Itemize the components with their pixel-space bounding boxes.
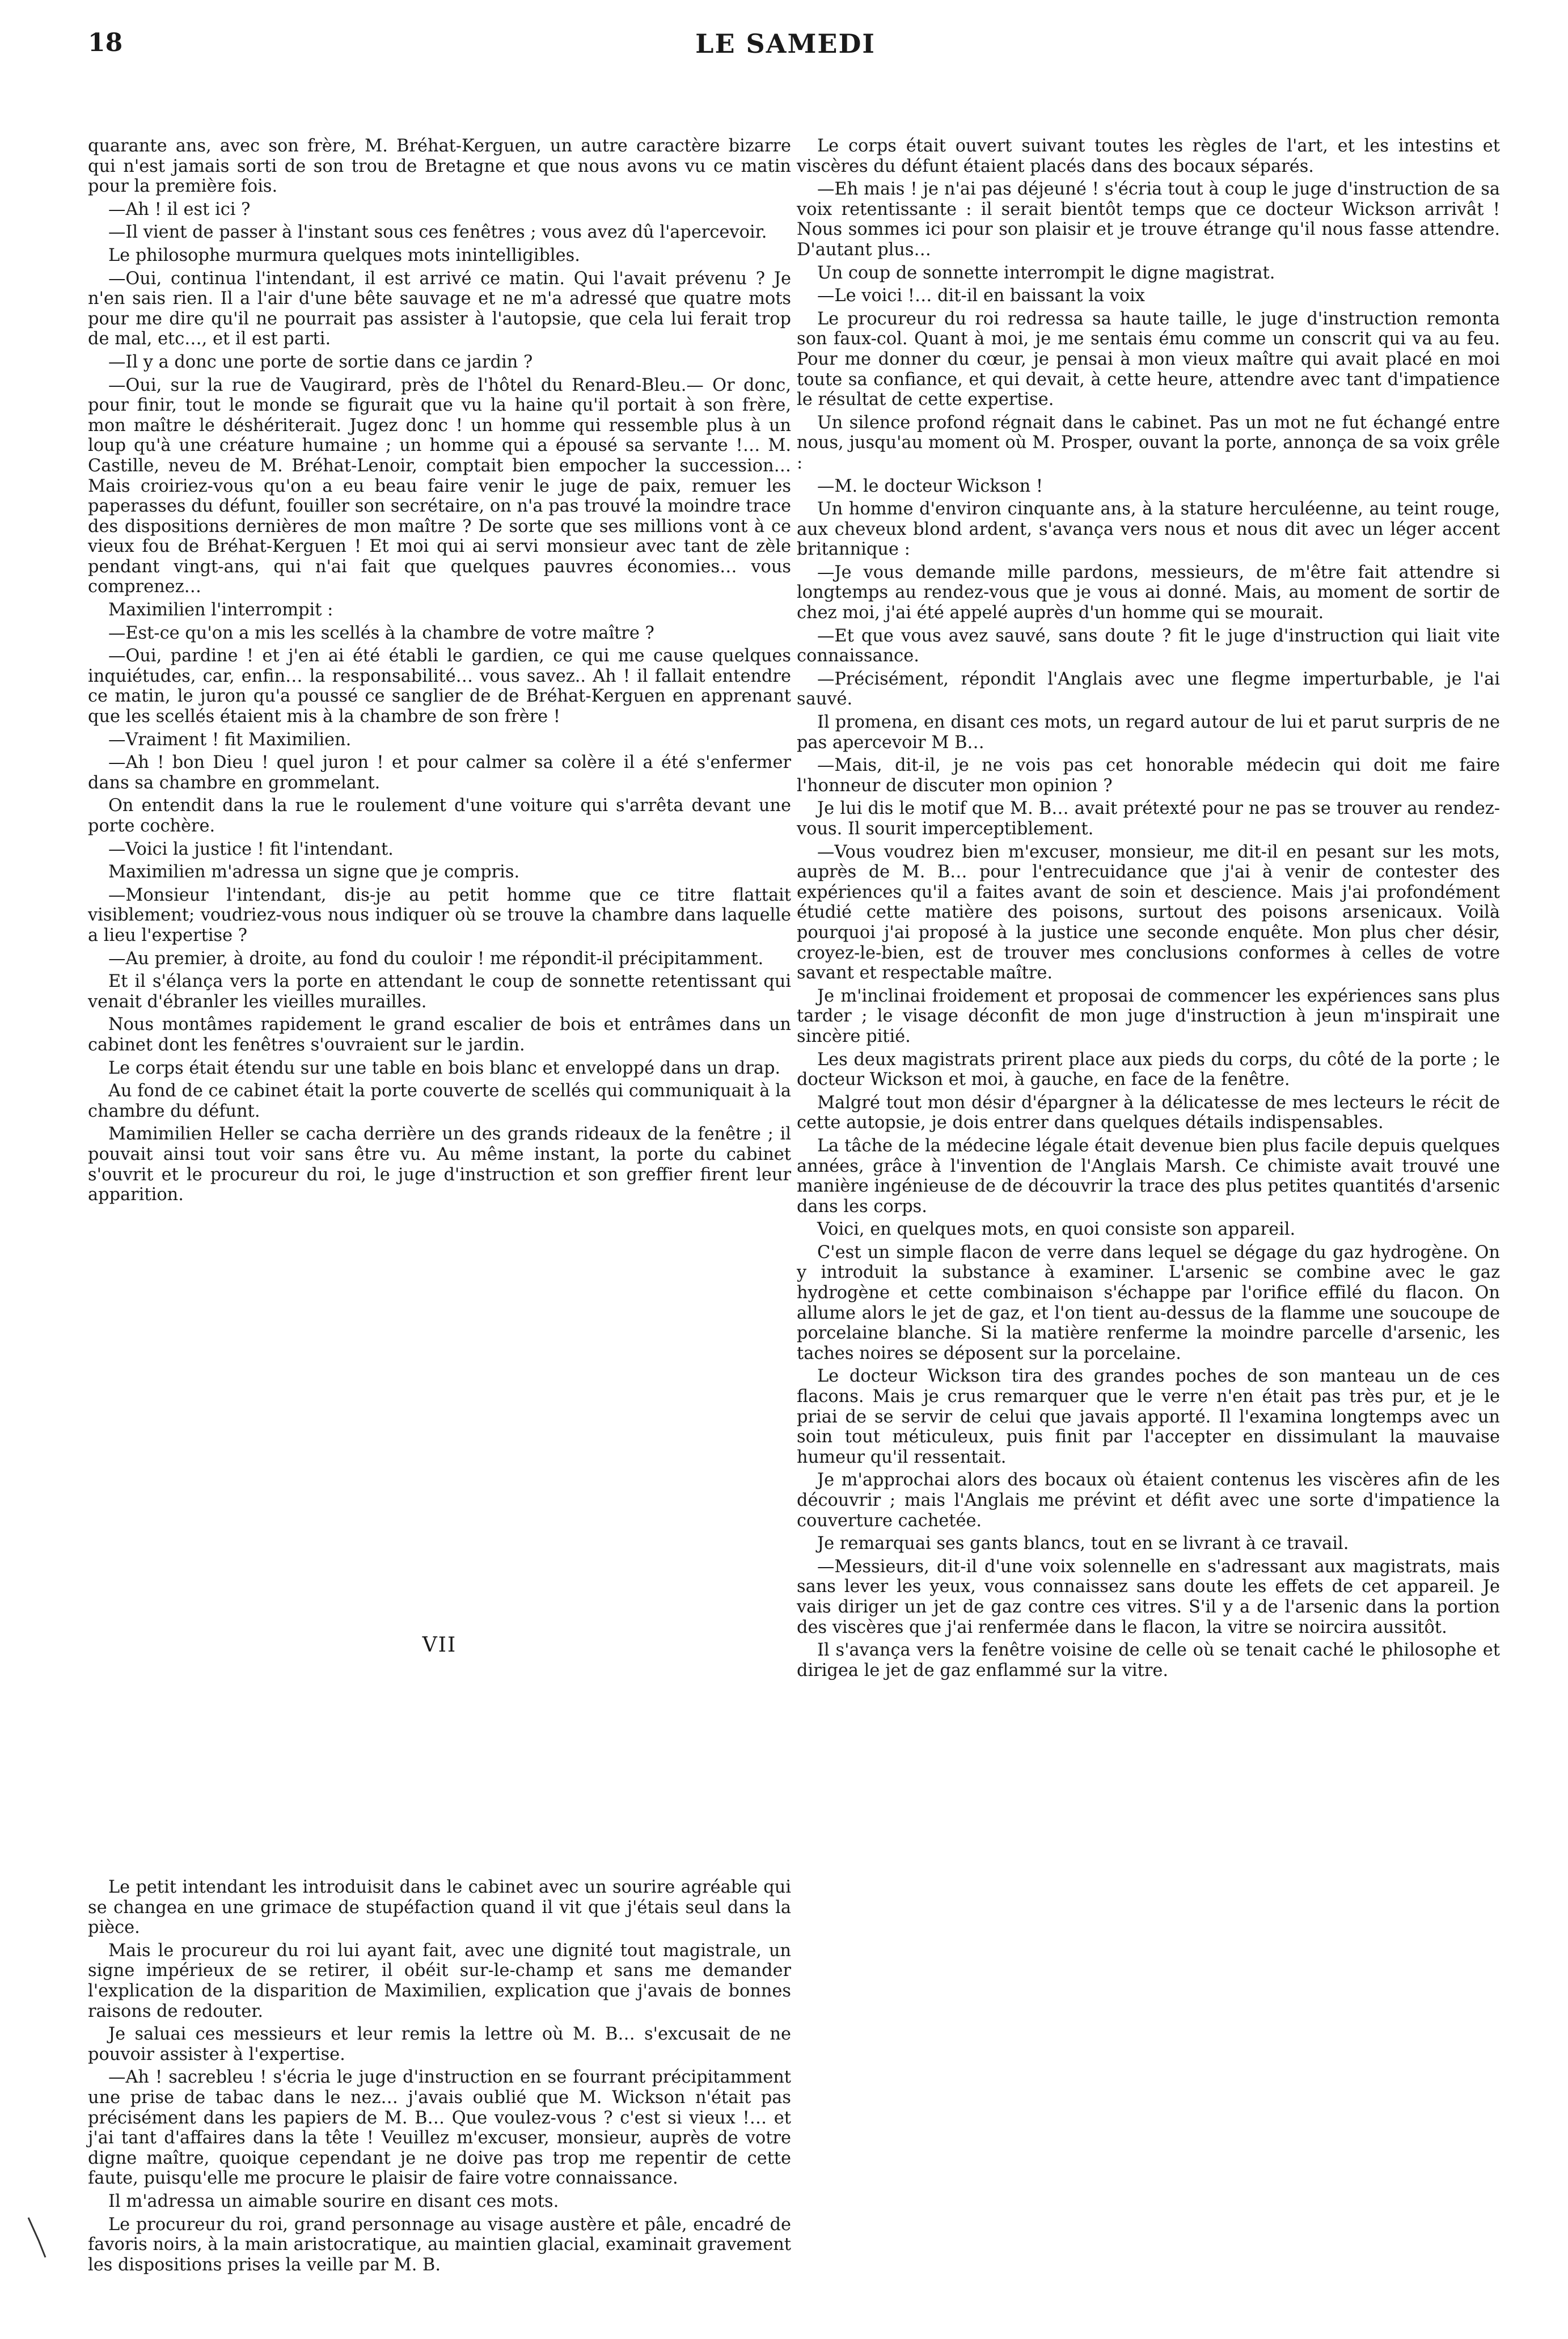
paragraph: —Il y a donc une porte de sortie dans ce jardin ? [108, 352, 533, 372]
paragraph: C'est un simple flacon de verre dans lequel se dégage du gaz hydrogène. On y introduit la substance à examiner. L'arsenic se combine avec le gaz hydrogène et cette combinaison s'échappe par l'orifice effilé du flacon. On allume alors le jet de gaz, et l'on tient au-dessus de la flamme une soucoupe de porcelaine blanche. Si la matière renferme la moindre parcelle d'arsenic, les taches noires se déposent sur la porcelaine. [797, 1242, 1500, 1363]
paragraph: Un silence profond régnait dans le cabinet. Pas un mot ne fut échangé entre nous, jusqu'au moment où M. Prosper, ouvant la porte, annonça de sa voix grêle : [797, 412, 1500, 473]
paragraph: —Oui, pardine ! et j'en ai été établi le gardien, ce qui me cause quelques inquiétudes, car, enfin… la responsabilité… vous savez.. Ah ! il fallait entendre ce matin, le juron qu'a poussé ce sanglier de de Bréhat-Kerguen en apprenant que les scellés étaient mis à la chambre de son frère ! [88, 646, 791, 727]
paragraph: —Le voici !… dit-il en baissant la voix [817, 286, 1145, 306]
paragraph: Les deux magistrats prirent place aux pieds du corps, du côté de la porte ; le docteur Wickson et moi, à gauche, en face de la fenêtre. [797, 1049, 1500, 1090]
paragraph: Il m'adressa un aimable sourire en disant ces mots. [108, 2191, 559, 2211]
paragraph: Maximilien l'interrompit : [108, 600, 333, 620]
paragraph: Je lui dis le motif que M. B… avait prétexté pour ne pas se trouver au rendez-vous. Il sourit imperceptiblement. [797, 799, 1500, 839]
paragraph: —Eh mais ! je n'ai pas déjeuné ! s'écria tout à coup le juge d'instruction de sa voix retentissante : il serait bientôt temps que ce docteur Wickson arrivât ! Nous sommes ici pour son plaisir et je trouve étrange qu'il nous fasse attendre. D'autant plus… [797, 179, 1500, 260]
paragraph: —Vous voudrez bien m'excuser, monsieur, me dit-il en pesant sur les mots, auprès de M. B… pour l'entrecuidance que j'ai à venir de contester des expériences qu'il a faites avant de soin et descience. Mais j'ai profondément étudié cette matière des poisons, surtout des poisons arsenicaux. Voilà pourquoi j'ai proposé à la justice une seconde enquête. Mon plus cher désir, croyez-le-bien, est de trouver mes conclusions conformes à celles de votre savant et respectable maître. [797, 842, 1500, 983]
paragraph: Il s'avança vers la fenêtre voisine de celle où se tenait caché le philosophe et dirigea le jet de gaz enflammé sur la vitre. [797, 1640, 1500, 1681]
paragraph: Il promena, en disant ces mots, un regard autour de lui et parut surpris de ne pas apercevoir M B… [797, 712, 1500, 753]
chapter-heading: VII [422, 1633, 457, 1657]
paragraph: On entendit dans la rue le roulement d'une voiture qui s'arrêta devant une porte cochère. [88, 796, 791, 836]
running-title: LE SAMEDI [695, 28, 876, 59]
paragraph: Mamimilien Heller se cacha derrière un des grands rideaux de la fenêtre ; il pouvait ainsi tout voir sans être vu. Au même instant, la porte du cabinet s'ouvrit et le procureur du roi, le juge d'instruction et son greffier firent leur apparition. [88, 1124, 791, 1205]
paragraph: —Oui, sur la rue de Vaugirard, près de l'hôtel du Renard-Bleu.— Or donc, pour finir, tout le monde se figurait que vu la haine qu'il portait à son frère, mon maître le déshériterait. Jugez donc ! un homme qui ressemble plus à un loup qu'à une créature humaine ; un homme qui a épousé sa servante !… M. Castille, neveu de M. Bréhat-Lenoir, comptait bien empocher la succession… Mais croiriez-vous qu'on a eu beau faire venir le juge de paix, remuer les paperasses du défunt, fouiller son secrétaire, on n'a pas trouvé la moindre trace des dispositions dernières de mon maître ? De sorte que ses millions vont à ce vieux fou de Bréhat-Kerguen ! Et moi qui ai servi monsieur avec tant de zèle pendant vingt-ans, qui n'ai fait que quelques pauvres économies… vous comprenez… [88, 375, 791, 597]
page-header [88, 28, 1483, 79]
paragraph: Le corps était ouvert suivant toutes les règles de l'art, et les intestins et viscères du défunt étaient placés dans des bocaux séparés. [797, 136, 1500, 176]
paragraph: Un coup de sonnette interrompit le digne magistrat. [817, 263, 1275, 283]
left-column-bottom [88, 1877, 791, 2278]
paragraph: —Oui, continua l'intendant, il est arrivé ce matin. Qui l'avait prévenu ? Je n'en sais rien. Il a l'air d'une bête sauvage et ne m'a adressé que quatre mots pour me dire qu'il ne pourrait pas assister à l'autopsie, que cela lui ferait trop de mal, etc…, et il est parti. [88, 268, 791, 349]
paragraph: La tâche de la médecine légale était devenue bien plus facile depuis quelques années, grâce à l'invention de l'Anglais Marsh. Ce chimiste avait trouvé une manière ingénieuse de de découvrir la trace des plus petites quantités d'arsenic dans les corps. [797, 1135, 1500, 1217]
paragraph: —Mais, dit-il, je ne vois pas cet honorable médecin qui doit me faire l'honneur de discuter mon opinion ? [797, 755, 1500, 796]
left-column-top [88, 136, 791, 1208]
stray-pen-mark [23, 2215, 57, 2260]
paragraph: Un homme d'environ cinquante ans, à la stature herculéenne, au teint rouge, aux cheveux blond ardent, s'avança vers nous et nous dit avec un léger accent britannique : [797, 499, 1500, 560]
paragraph: Je m'approchai alors des bocaux où étaient contenus les viscères afin de les découvrir ; mais l'Anglais me prévint et défit avec une sorte d'impatience la couverture cachetée. [797, 1470, 1500, 1531]
paragraph: —Est-ce qu'on a mis les scellés à la chambre de votre maître ? [108, 623, 654, 643]
paragraph: Le petit intendant les introduisit dans le cabinet avec un sourire agréable qui se changea en une grimace de stupéfaction quand il vit que j'étais seul dans la pièce. [88, 1877, 791, 1938]
paragraph: Le procureur du roi, grand personnage au visage austère et pâle, encadré de favoris noirs, à la main aristocratique, au maintien glacial, examinait gravement les dispositions prises la veille par M. B. [88, 2214, 791, 2275]
right-column [797, 136, 1500, 1683]
paragraph: Le corps était étendu sur une table en bois blanc et enveloppé dans un drap. [108, 1058, 781, 1078]
paragraph: Je saluai ces messieurs et leur remis la lettre où M. B… s'excusait de ne pouvoir assister à l'expertise. [88, 2024, 791, 2064]
paragraph: —Messieurs, dit-il d'une voix solennelle en s'adressant aux magistrats, mais sans lever les yeux, vous connaissez sans doute les effets de cet appareil. Je vais diriger un jet de gaz contre ces vitres. S'il y a de l'arsenic dans la portion des viscères que j'ai renfermée dans le flacon, la vitre se noircira aussitôt. [797, 1556, 1500, 1637]
paragraph: Malgré tout mon désir d'épargner à la délicatesse de mes lecteurs le récit de cette autopsie, je dois entrer dans quelques détails indispensables. [797, 1092, 1500, 1133]
paragraph: Voici, en quelques mots, en quoi consiste son appareil. [817, 1219, 1296, 1240]
paragraph: Je m'inclinai froidement et proposai de commencer les expériences sans plus tarder ; le visage déconfit de mon juge d'instruction à jeun m'inspirait une sincère pitié. [797, 986, 1500, 1046]
paragraph: Nous montâmes rapidement le grand escalier de bois et entrâmes dans un cabinet dont les fenêtres s'ouvraient sur le jardin. [88, 1015, 791, 1055]
paragraph: Le docteur Wickson tira des grandes poches de son manteau un de ces flacons. Mais je crus remarquer que le verre n'en était pas très pur, et je le priai de se servir de celui que javais apporté. Il l'examina longtemps avec un soin tout méticuleux, puis finit par l'accepter en dissimulant la mauvaise humeur qu'il ressentait. [797, 1366, 1500, 1467]
paragraph: Le procureur du roi redressa sa haute taille, le juge d'instruction remonta son faux-col. Quant à moi, je me sentais ému comme un conscrit qui va au feu. Pour me donner du cœur, je pensai à mon vieux maître qui avait placé en moi toute sa confiance, et qui devait, à cette heure, attendre avec tant d'impatience le résultat de cette expertise. [797, 309, 1500, 410]
paragraph: —Au premier, à droite, au fond du couloir ! me répondit-il précipitamment. [108, 948, 764, 969]
paragraph: —Voici la justice ! fit l'intendant. [108, 839, 394, 859]
paragraph: —Et que vous avez sauvé, sans doute ? fit le juge d'instruction qui liait vite connaissance. [797, 626, 1500, 666]
paragraph: —Ah ! bon Dieu ! quel juron ! et pour calmer sa colère il a été s'enfermer dans sa chambre en grommelant. [88, 753, 791, 793]
paragraph: Maximilien m'adressa un signe que je compris. [108, 862, 520, 883]
paragraph: —Je vous demande mille pardons, messieurs, de m'être fait attendre si longtemps au rendez-vous que je vous ai donné. Mais, au moment de sortir de chez moi, j'ai été appelé auprès d'un homme qui se mourait. [797, 562, 1500, 623]
paragraph: Je remarquai ses gants blancs, tout en se livrant à ce travail. [817, 1534, 1349, 1554]
paragraph: —Précisément, répondit l'Anglais avec une flegme imperturbable, je l'ai sauvé. [797, 669, 1500, 710]
paragraph: —Ah ! il est ici ? [108, 199, 251, 219]
paragraph: —Ah ! sacrebleu ! s'écria le juge d'instruction en se fourrant précipitamment une prise de tabac dans le nez… j'avais oublié que M. Wickson n'était pas précisément dans les papiers de M. B… Que voulez-vous ? c'est si vieux !… et j'ai tant d'affaires dans la tête ! Veuillez m'excuser, monsieur, auprès de votre digne maître, quoique cependant je ne doive pas trop me repentir de cette faute, puisqu'elle me procure le plaisir de faire votre connaissance. [88, 2067, 791, 2189]
paragraph: Le philosophe murmura quelques mots inintelligibles. [108, 245, 580, 265]
paragraph: —Il vient de passer à l'instant sous ces fenêtres ; vous avez dû l'apercevoir. [108, 222, 767, 243]
paragraph: —Monsieur l'intendant, dis-je au petit homme que ce titre flattait visiblement; voudriez-vous nous indiquer où se trouve la chambre dans laquelle a lieu l'expertise ? [88, 885, 791, 945]
paragraph: —M. le docteur Wickson ! [817, 476, 1043, 496]
page-number: 18 [88, 28, 123, 57]
paragraph: quarante ans, avec son frère, M. Bréhat-Kerguen, un autre caractère bizarre qui n'est jamais sorti de son trou de Bretagne et que nous avons vu ce matin pour la première fois. [88, 136, 791, 197]
paragraph: Mais le procureur du roi lui ayant fait, avec une dignité tout magistrale, un signe impérieux de se retirer, il obéit sur-le-champ et sans me demander l'explication de la disparition de Maximilien, explication que j'avais de bonnes raisons de redouter. [88, 1940, 791, 2021]
paragraph: Et il s'élança vers la porte en attendant le coup de sonnette retentissant qui venait d'ébranler les vieilles murailles. [88, 972, 791, 1012]
paragraph: —Vraiment ! fit Maximilien. [108, 729, 352, 750]
paragraph: Au fond de ce cabinet était la porte couverte de scellés qui communiquait à la chambre du défunt. [88, 1081, 791, 1121]
